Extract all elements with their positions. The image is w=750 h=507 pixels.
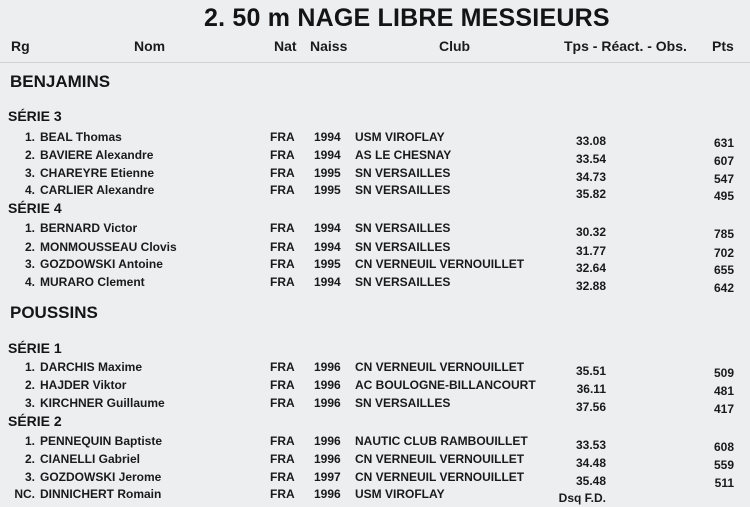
points-cell: 655 (713, 263, 734, 277)
series-heading: SÉRIE 2 (8, 413, 62, 429)
points-cell: 607 (713, 154, 734, 168)
birth-year-cell: 1996 (314, 452, 341, 466)
swimmer-name-cell: PENNEQUIN Baptiste (40, 434, 163, 448)
time-cell: 35.82 (575, 187, 606, 201)
birth-year-cell: 1994 (314, 275, 341, 289)
club-cell: SN VERSAILLES (355, 396, 451, 410)
rank-cell: 4. (24, 275, 35, 289)
table-row (0, 183, 750, 201)
points-cell: 417 (713, 402, 734, 416)
points-cell: 495 (713, 189, 734, 203)
club-cell: SN VERSAILLES (355, 275, 451, 289)
time-cell: 33.53 (575, 438, 606, 452)
club-cell: CN VERNEUIL VERNOUILLET (355, 360, 525, 374)
nationality-cell: FRA (270, 360, 295, 374)
club-cell: AS LE CHESNAY (355, 148, 452, 162)
rank-cell: 2. (24, 378, 35, 392)
swimmer-name-cell: GOZDOWSKI Antoine (40, 257, 163, 271)
time-cell: 35.48 (575, 474, 606, 488)
time-cell: 35.51 (575, 364, 606, 378)
birth-year-cell: 1994 (314, 240, 341, 254)
points-cell: 702 (713, 246, 734, 260)
rank-cell: 1. (24, 360, 35, 374)
nationality-cell: FRA (270, 396, 295, 410)
birth-year-cell: 1994 (314, 130, 341, 144)
points-cell: 559 (713, 458, 734, 472)
nationality-cell: FRA (270, 183, 295, 197)
club-cell: SN VERSAILLES (355, 221, 451, 235)
swimmer-name-cell: MONMOUSSEAU Clovis (40, 240, 177, 254)
header-club: Club (439, 38, 471, 54)
page-title: 2. 50 m NAGE LIBRE MESSIEURS (204, 4, 610, 32)
header-time: Tps - Réact. - Obs. (564, 38, 687, 54)
header-divider (0, 62, 750, 63)
club-cell: CN VERNEUIL VERNOUILLET (355, 452, 525, 466)
birth-year-cell: 1996 (314, 487, 341, 501)
rank-cell: NC. (14, 487, 35, 501)
swimmer-name-cell: DARCHIS Maxime (40, 360, 143, 374)
nationality-cell: FRA (270, 240, 295, 254)
nationality-cell: FRA (270, 434, 295, 448)
swimmer-name-cell: CIANELLI Gabriel (40, 452, 141, 466)
club-cell: SN VERSAILLES (355, 240, 451, 254)
swimmer-name-cell: DINNICHERT Romain (40, 487, 162, 501)
time-cell: 31.77 (575, 244, 606, 258)
points-cell: 631 (713, 136, 734, 150)
time-cell: 37.56 (575, 400, 606, 414)
category-heading: BENJAMINS (10, 72, 111, 91)
rank-cell: 3. (24, 396, 35, 410)
table-row (0, 148, 750, 166)
nationality-cell: FRA (270, 166, 295, 180)
points-cell: 509 (713, 366, 734, 380)
category-heading: POUSSINS (10, 303, 98, 322)
header-nat: Nat (274, 38, 297, 54)
nationality-cell: FRA (270, 221, 295, 235)
nationality-cell: FRA (270, 452, 295, 466)
table-row (0, 378, 750, 396)
club-cell: NAUTIC CLUB RAMBOUILLET (355, 434, 528, 448)
header-name: Nom (134, 38, 166, 54)
rank-cell: 3. (24, 166, 35, 180)
birth-year-cell: 1996 (314, 434, 341, 448)
swimmer-name-cell: BAVIERE Alexandre (40, 148, 154, 162)
club-cell: SN VERSAILLES (355, 166, 451, 180)
rank-cell: 2. (24, 452, 35, 466)
table-row (0, 360, 750, 378)
club-cell: CN VERNEUIL VERNOUILLET (355, 470, 525, 484)
header-birth-year: Naiss (310, 38, 348, 54)
swimmer-name-cell: KIRCHNER Guillaume (40, 396, 165, 410)
points-cell: 785 (713, 227, 734, 241)
time-cell: 33.54 (575, 152, 606, 166)
table-row (0, 396, 750, 414)
time-cell: 36.11 (576, 382, 606, 396)
rank-cell: 2. (24, 240, 35, 254)
rank-cell: 3. (24, 470, 35, 484)
nationality-cell: FRA (270, 470, 295, 484)
nationality-cell: FRA (270, 487, 295, 501)
swimmer-name-cell: CHAREYRE Etienne (40, 166, 155, 180)
points-cell: 642 (713, 281, 734, 295)
swimmer-name-cell: GOZDOWSKI Jerome (40, 470, 162, 484)
birth-year-cell: 1995 (314, 257, 341, 271)
series-heading: SÉRIE 4 (8, 200, 62, 216)
birth-year-cell: 1994 (314, 221, 341, 235)
birth-year-cell: 1996 (314, 396, 341, 410)
club-cell: AC BOULOGNE-BILLANCOURT (355, 378, 536, 392)
time-cell: Dsq F.D. (558, 491, 606, 505)
time-cell: 32.64 (575, 261, 606, 275)
birth-year-cell: 1995 (314, 166, 341, 180)
swimmer-name-cell: HAJDER Viktor (40, 378, 127, 392)
table-row (0, 470, 750, 488)
table-row (0, 240, 750, 258)
time-cell: 34.48 (575, 456, 606, 470)
birth-year-cell: 1994 (314, 148, 341, 162)
rank-cell: 1. (24, 130, 35, 144)
nationality-cell: FRA (270, 130, 295, 144)
header-rank: Rg (11, 38, 30, 54)
time-cell: 33.08 (575, 134, 606, 148)
series-heading: SÉRIE 1 (8, 340, 62, 356)
nationality-cell: FRA (270, 275, 295, 289)
table-row (0, 130, 750, 148)
table-row (0, 487, 750, 505)
nationality-cell: FRA (270, 257, 295, 271)
swimmer-name-cell: BEAL Thomas (40, 130, 122, 144)
swimmer-name-cell: BERNARD Victor (40, 221, 138, 235)
club-cell: USM VIROFLAY (355, 130, 445, 144)
table-row (0, 434, 750, 452)
time-cell: 30.32 (575, 225, 606, 239)
points-cell: 547 (713, 172, 734, 186)
table-row (0, 221, 750, 239)
series-heading: SÉRIE 3 (8, 108, 62, 124)
birth-year-cell: 1996 (314, 360, 341, 374)
time-cell: 34.73 (575, 170, 606, 184)
rank-cell: 2. (24, 148, 35, 162)
club-cell: CN VERNEUIL VERNOUILLET (355, 257, 525, 271)
header-points: Pts (712, 38, 734, 54)
birth-year-cell: 1995 (314, 183, 341, 197)
table-row (0, 166, 750, 184)
nationality-cell: FRA (270, 378, 295, 392)
rank-cell: 4. (24, 183, 35, 197)
birth-year-cell: 1997 (314, 470, 341, 484)
swimmer-name-cell: MURARO Clement (40, 275, 145, 289)
points-cell: 481 (713, 384, 734, 398)
club-cell: SN VERSAILLES (355, 183, 451, 197)
swimmer-name-cell: CARLIER Alexandre (40, 183, 155, 197)
rank-cell: 1. (24, 221, 35, 235)
rank-cell: 1. (24, 434, 35, 448)
rank-cell: 3. (24, 257, 35, 271)
club-cell: USM VIROFLAY (355, 487, 445, 501)
points-cell: 511 (714, 476, 734, 490)
nationality-cell: FRA (270, 148, 295, 162)
table-row (0, 257, 750, 275)
points-cell: 608 (713, 440, 734, 454)
table-row (0, 275, 750, 293)
birth-year-cell: 1996 (314, 378, 341, 392)
time-cell: 32.88 (575, 279, 606, 293)
table-row (0, 452, 750, 470)
